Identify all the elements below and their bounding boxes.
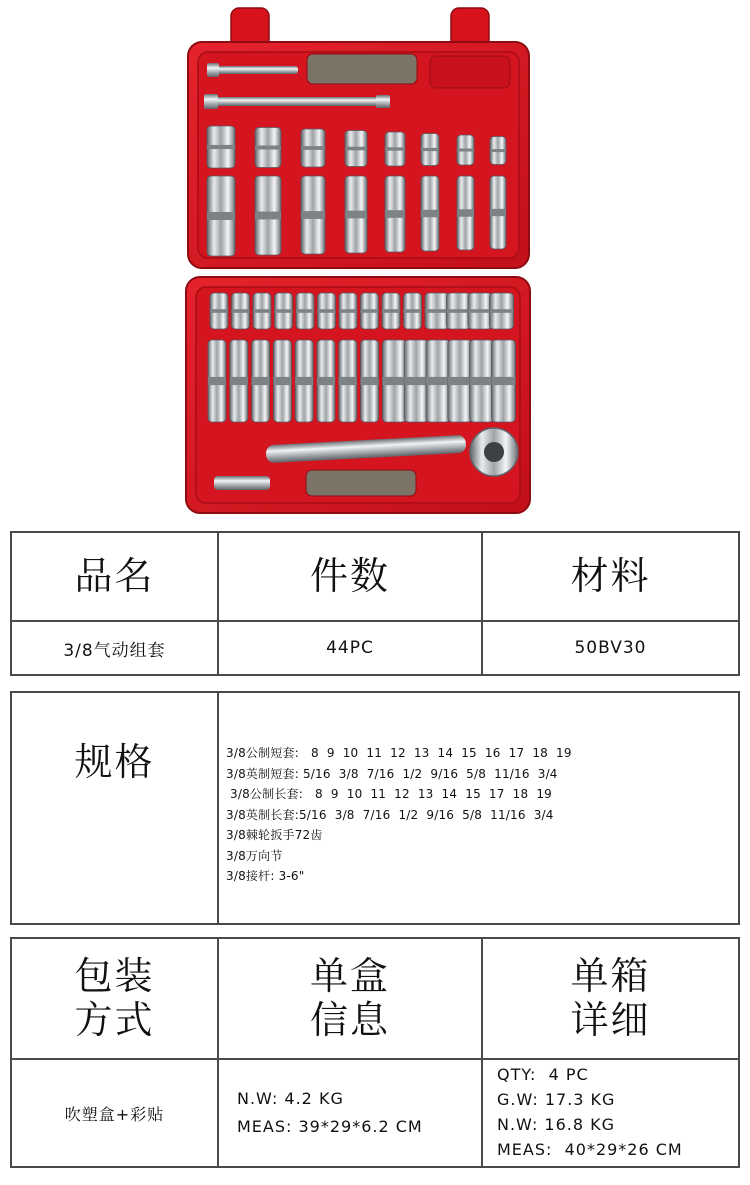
carton-details-header: 单箱 详细 xyxy=(570,953,651,1042)
carton-details xyxy=(483,1060,738,1166)
spec-line: 3/8棘轮扳手72齿 xyxy=(226,828,323,842)
product-info-table xyxy=(10,531,740,676)
packaging-method-header: 包装 方式 xyxy=(74,953,155,1042)
carton-gross-weight: G.W: 17.3 KG xyxy=(497,1090,616,1110)
single-box-info xyxy=(219,1060,481,1166)
product-name-value: 3/8气动组套 xyxy=(63,640,166,661)
carton-quantity: QTY: 4 PC xyxy=(497,1065,589,1085)
carton-net-weight: N.W: 16.8 KG xyxy=(497,1115,616,1134)
specification-table xyxy=(10,691,740,925)
spec-line: 3/8公制短套: 8 9 10 11 12 13 14 15 16 17 18 19 xyxy=(226,746,572,760)
packaging-table xyxy=(10,937,740,1168)
spec-line: 3/8英制短套: 5/16 3/8 7/16 1/2 9/16 5/8 11/16 3/4 xyxy=(226,766,558,781)
spec-line: 3/8公制长套: 8 9 10 11 12 13 14 15 17 18 19 xyxy=(226,787,552,801)
box-measurement: MEAS: 39*29*6.2 CM xyxy=(237,1117,423,1136)
packaging-method-value: 吹塑盒+彩贴 xyxy=(64,1104,165,1124)
material-header: 材料 xyxy=(570,553,651,598)
product-photo xyxy=(0,0,750,525)
socket-set-case-illustration xyxy=(0,0,750,525)
single-box-info-header: 单盒 信息 xyxy=(309,953,390,1042)
product-name-header: 品名 xyxy=(74,553,155,598)
quantity-header: 件数 xyxy=(309,553,390,598)
quantity-value: 44PC xyxy=(326,638,374,658)
spec-line: 3/8接杆: 3-6" xyxy=(226,869,305,883)
specification-header: 规格 xyxy=(74,740,155,785)
specification-list xyxy=(226,743,572,887)
material-value: 50BV30 xyxy=(574,638,647,658)
spec-line: 3/8万向节 xyxy=(226,848,283,863)
carton-measurement: MEAS: 40*29*26 CM xyxy=(497,1139,683,1159)
box-net-weight: N.W: 4.2 KG xyxy=(237,1089,344,1108)
spec-line: 3/8英制长套:5/16 3/8 7/16 1/2 9/16 5/8 11/16 3/4 xyxy=(226,807,554,822)
